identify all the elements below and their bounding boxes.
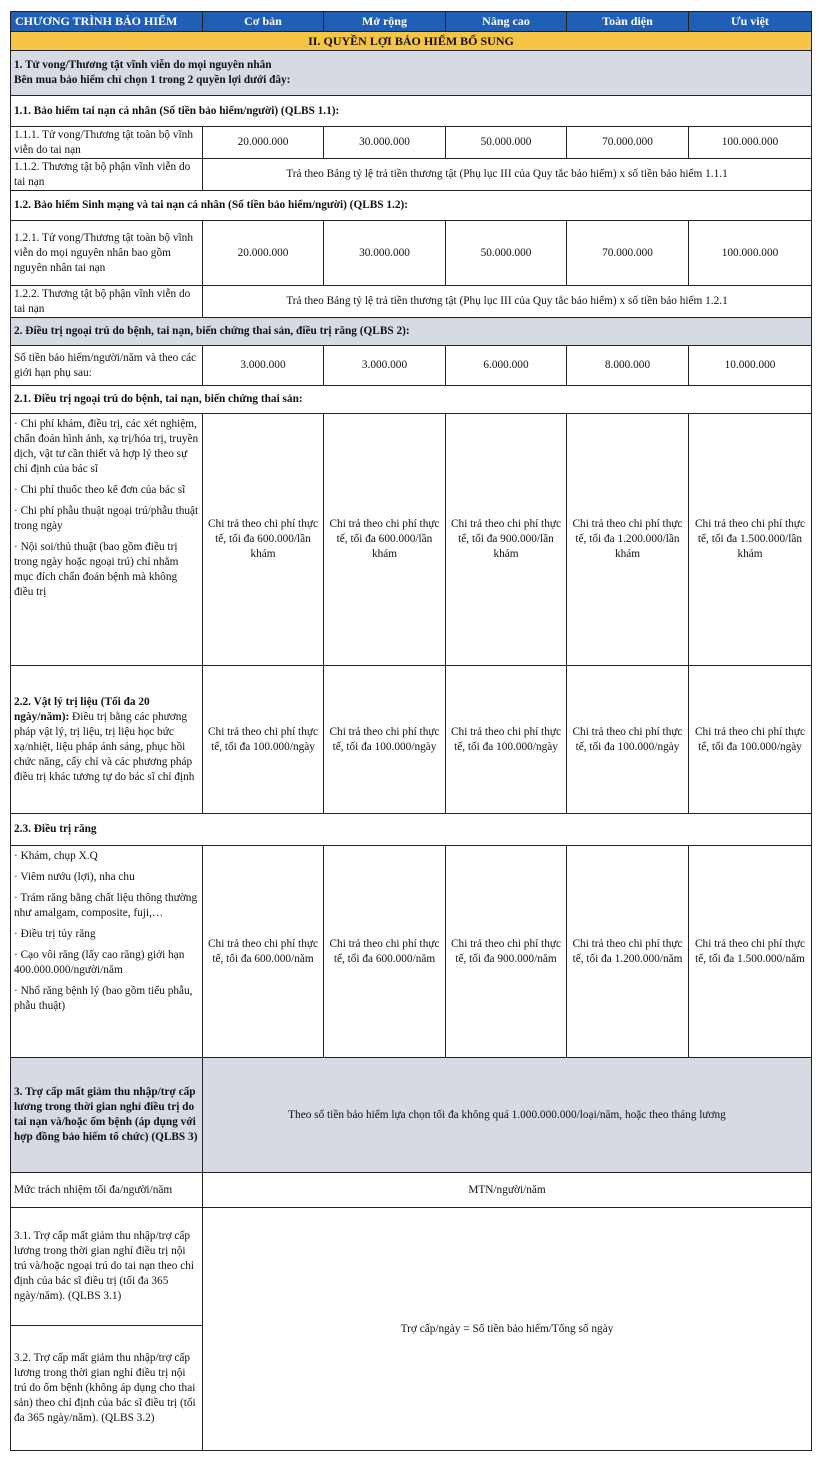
s21-value: Chi trả theo chi phí thực tế, tối đa 1.500.000/lần khám [689, 414, 812, 666]
s1-title-line1: 1. Tử vong/Thương tật vĩnh viễn do mọi nguyên nhân [14, 59, 272, 71]
s3-mtn-row [11, 1173, 812, 1208]
section-title: II. QUYỀN LỢI BẢO HIỂM BỔ SUNG [11, 32, 812, 51]
r111-value: 70.000.000 [567, 127, 689, 159]
s22-value: Chi trả theo chi phí thực tế, tối đa 100.000/ngày [203, 666, 324, 814]
s3-formula: Trợ cấp/ngày = Số tiền bảo hiểm/Tổng số ngày [203, 1208, 812, 1451]
s23-title-row [11, 814, 812, 846]
s23-value: Chi trả theo chi phí thực tế, tối đa 1.500.000/năm [689, 846, 812, 1058]
s22-label [11, 666, 203, 814]
s31-label: 3.1. Trợ cấp mất giảm thu nhập/trợ cấp lương trong thời gian nghỉ điều trị nội trú và/hoặc ngoại trú do tai nạn theo chỉ định của bác sĩ điều trị (tối đa 365 ngày/năm). (QLBS 3.1) [11, 1208, 203, 1326]
r121-label: 1.2.1. Tử vong/Thương tật toàn bộ vĩnh viễn do mọi nguyên nhân bao gồm nguyên nhân tai nạn [11, 221, 203, 286]
s2-title-row [11, 318, 812, 346]
s3-title-row [11, 1058, 812, 1173]
s22-text: Điều trị bằng các phương pháp vật lý, trị liệu, trị liệu học bức xạ/nhiệt, liệu pháp ánh sáng, phục hồi chức năng, cấy chỉ và các phương pháp điều trị khác tương tự do bác sĩ chỉ định [14, 710, 195, 783]
r111-value: 100.000.000 [689, 127, 812, 159]
list-item: · Chi phí khám, điều trị, các xét nghiệm, chẩn đoán hình ảnh, xạ trị/hóa trị, truyền dịch, vật tư cần thiết và hợp lý theo sự chỉ định của bác sĩ [14, 418, 199, 475]
s22-value: Chi trả theo chi phí thực tế, tối đa 100.000/ngày [324, 666, 446, 814]
s21-value: Chi trả theo chi phí thực tế, tối đa 900.000/lần khám [446, 414, 567, 666]
s12-title-row [11, 191, 812, 221]
s23-value: Chi trả theo chi phí thực tế, tối đa 900.000/năm [446, 846, 567, 1058]
s22-value: Chi trả theo chi phí thực tế, tối đa 100.000/ngày [567, 666, 689, 814]
s11-title: 1.1. Bảo hiểm tai nạn cá nhân (Số tiền bảo hiểm/người) (QLBS 1.1): [11, 96, 812, 127]
r112-label: 1.1.2. Thương tật bộ phận vĩnh viễn do tai nạn [11, 159, 203, 191]
plan-comprehensive: Toàn diện [567, 12, 689, 32]
s21-value: Chi trả theo chi phí thực tế, tối đa 600.000/lần khám [203, 414, 324, 666]
s2-sum-value: 10.000.000 [689, 346, 812, 386]
list-item: · Viêm nướu (lợi), nha chu [14, 871, 135, 883]
s2-sum-value: 3.000.000 [324, 346, 446, 386]
s2-sum-value: 6.000.000 [446, 346, 567, 386]
s2-sum-row [11, 346, 812, 386]
list-item: · Chi phí phẫu thuật ngoại trú/phẫu thuật trong ngày [14, 505, 199, 532]
s21-value: Chi trả theo chi phí thực tế, tối đa 1.200.000/lần khám [567, 414, 689, 666]
section-title-row [11, 32, 812, 51]
s21-row [11, 414, 812, 666]
r111-label: 1.1.1. Tử vong/Thương tật toàn bộ vĩnh viễn do tai nạn [11, 127, 203, 159]
s1-title [11, 51, 812, 96]
s23-value: Chi trả theo chi phí thực tế, tối đa 600.000/năm [324, 846, 446, 1058]
s12-title: 1.2. Bảo hiểm Sinh mạng và tai nạn cá nhân (Số tiền bảo hiểm/người) (QLBS 1.2): [11, 191, 812, 221]
list-item: · Trám răng bằng chất liệu thông thường như amalgam, composite, fuji,… [14, 892, 198, 919]
r121-value: 70.000.000 [567, 221, 689, 286]
s3-mtn-value: MTN/người/năm [203, 1173, 812, 1208]
s1-title-row [11, 51, 812, 96]
s3-mtn-label: Mức trách nhiệm tối đa/người/năm [11, 1173, 203, 1208]
s1-title-line2: Bên mua bảo hiểm chỉ chọn 1 trong 2 quyền lợi dưới đây: [14, 74, 291, 86]
s22-title: 2.2. Vật lý trị liệu (Tối đa 20 ngày/năm): [14, 695, 150, 723]
plan-advanced: Nâng cao [446, 12, 567, 32]
s21-title: 2.1. Điều trị ngoại trú do bệnh, tai nạn, biến chứng thai sản: [11, 386, 812, 414]
s22-value: Chi trả theo chi phí thực tế, tối đa 100.000/ngày [689, 666, 812, 814]
list-item: · Cạo vôi răng (lấy cao răng) giới hạn 400.000.000/người/năm [14, 949, 185, 976]
s22-row [11, 666, 812, 814]
r121-value: 20.000.000 [203, 221, 324, 286]
s23-row [11, 846, 812, 1058]
s23-title: 2.3. Điều trị răng [11, 814, 812, 846]
r111-value: 30.000.000 [324, 127, 446, 159]
s2-sum-value: 8.000.000 [567, 346, 689, 386]
list-item: · Điều trị tủy răng [14, 928, 96, 940]
r122-row [11, 286, 812, 318]
plan-premium: Ưu việt [689, 12, 812, 32]
s3-title-text: Theo số tiền bảo hiểm lựa chọn tối đa không quá 1.000.000.000/loại/năm, hoặc theo tháng lương [203, 1058, 812, 1173]
list-item: · Khám, chụp X.Q [14, 850, 98, 862]
list-item: · Nội soi/thủ thuật (bao gồm điều trị trong ngày hoặc ngoại trú) chỉ nhằm mục đích chẩn đoán bệnh mà không điều trị [14, 541, 179, 598]
s21-items [11, 414, 203, 666]
s21-value: Chi trả theo chi phí thực tế, tối đa 600.000/lần khám [324, 414, 446, 666]
s21-title-row [11, 386, 812, 414]
r111-row [11, 127, 812, 159]
r122-label: 1.2.2. Thương tật bộ phận vĩnh viễn do tai nạn [11, 286, 203, 318]
r111-value: 20.000.000 [203, 127, 324, 159]
program-label: CHƯƠNG TRÌNH BẢO HIỂM [11, 12, 203, 32]
r121-value: 30.000.000 [324, 221, 446, 286]
r121-value: 50.000.000 [446, 221, 567, 286]
s11-title-row [11, 96, 812, 127]
r121-row [11, 221, 812, 286]
list-item: · Nhổ răng bệnh lý (bao gồm tiểu phẫu, phẫu thuật) [14, 985, 193, 1012]
s23-value: Chi trả theo chi phí thực tế, tối đa 1.200.000/năm [567, 846, 689, 1058]
list-item: · Chi phí thuốc theo kê đơn của bác sĩ [14, 484, 186, 496]
s2-title: 2. Điều trị ngoại trú do bệnh, tai nạn, biến chứng thai sản, điều trị răng (QLBS 2): [11, 318, 812, 346]
plan-extended: Mở rộng [324, 12, 446, 32]
s23-items [11, 846, 203, 1058]
s32-label: 3.2. Trợ cấp mất giảm thu nhập/trợ cấp lương trong thời gian nghỉ điều trị nội trú do ốm bệnh (không áp dụng cho thai sản) theo chỉ định của bác sĩ điều trị (tối đa 365 ngày/năm). (QLBS 3.2) [11, 1326, 203, 1451]
r111-value: 50.000.000 [446, 127, 567, 159]
s23-value: Chi trả theo chi phí thực tế, tối đa 600.000/năm [203, 846, 324, 1058]
s3-title: 3. Trợ cấp mất giảm thu nhập/trợ cấp lương trong thời gian nghỉ điều trị do tai nạn và/hoặc ốm bệnh (áp dụng với hợp đồng bảo hiểm tổ chức) (QLBS 3) [11, 1058, 203, 1173]
s22-value: Chi trả theo chi phí thực tế, tối đa 100.000/ngày [446, 666, 567, 814]
header-row [11, 12, 812, 32]
benefits-document [10, 11, 811, 1451]
benefits-table [10, 11, 812, 1451]
s31-row [11, 1208, 812, 1326]
r122-text: Trả theo Bảng tỷ lệ trả tiền thương tật (Phụ lục III của Quy tắc bảo hiểm) x số tiền bảo hiểm 1.2.1 [203, 286, 812, 318]
plan-basic: Cơ bản [203, 12, 324, 32]
r112-text: Trả theo Bảng tỷ lệ trả tiền thương tật (Phụ lục III của Quy tắc bảo hiểm) x số tiền bảo hiểm 1.1.1 [203, 159, 812, 191]
s2-sum-label: Số tiền bảo hiểm/người/năm và theo các giới hạn phụ sau: [11, 346, 203, 386]
r112-row [11, 159, 812, 191]
r121-value: 100.000.000 [689, 221, 812, 286]
s2-sum-value: 3.000.000 [203, 346, 324, 386]
